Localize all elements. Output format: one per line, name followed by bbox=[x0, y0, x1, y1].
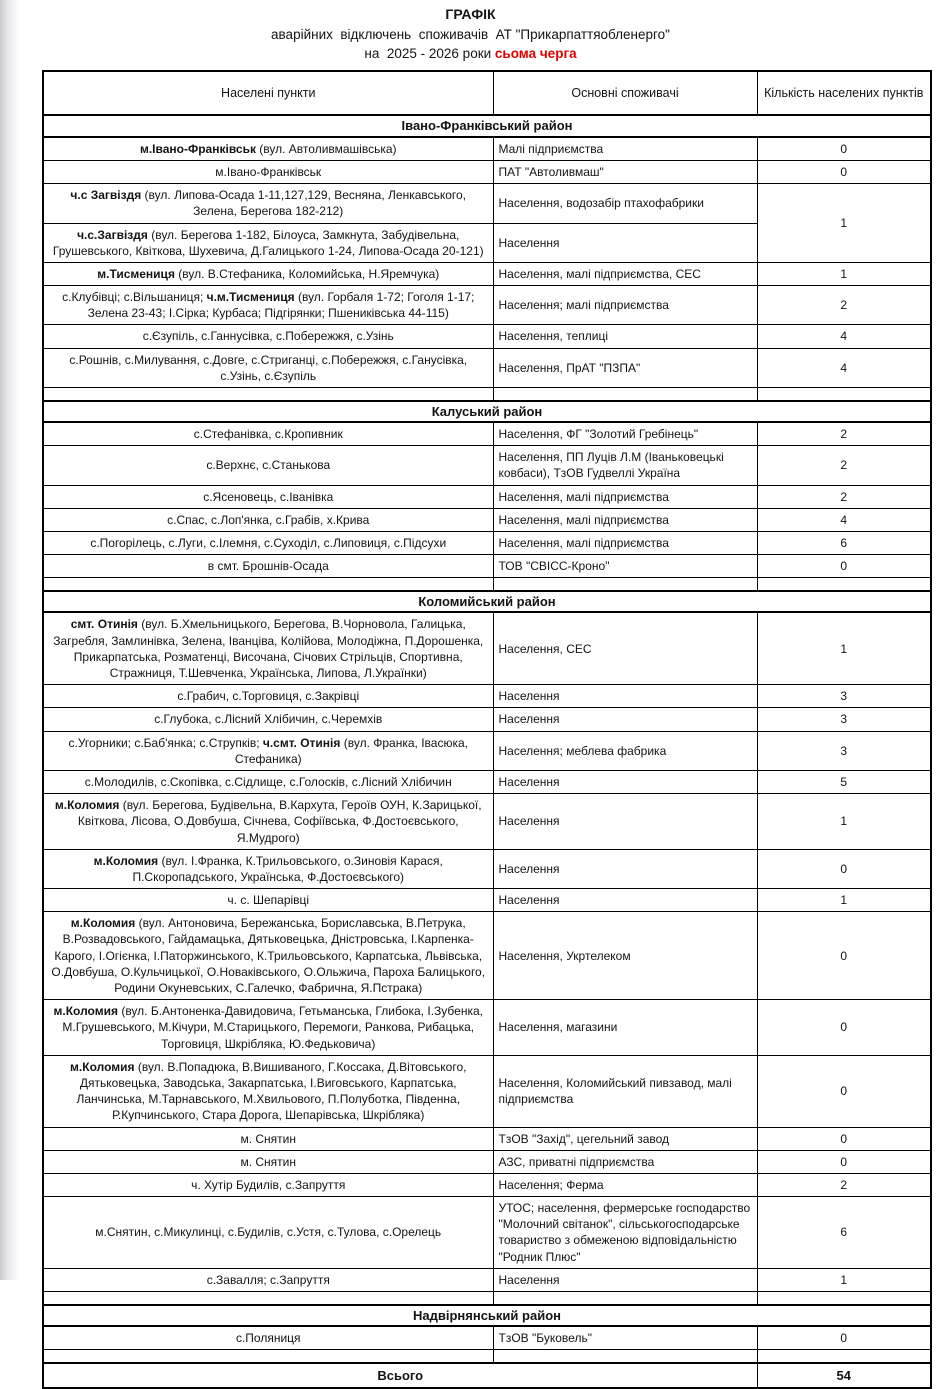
settlement-text-bold: ч.смт. Отинія bbox=[262, 735, 341, 750]
settlement-cell bbox=[43, 1055, 493, 1127]
page-title: ГРАФІК bbox=[445, 6, 496, 22]
settlement-cell bbox=[43, 770, 493, 793]
settlement-text-bold: м.Коломия bbox=[70, 1059, 135, 1074]
spacer-row bbox=[43, 1292, 931, 1305]
table-row bbox=[43, 184, 931, 223]
settlement-cell bbox=[43, 1000, 493, 1056]
consumers-cell: Населення bbox=[493, 770, 757, 793]
settlement-text: (вул. Горбаля 1-72; Гоголя 1-17; Зелена 23-43; І.Сірка; Курбаса; Підгірянки; Пшениківська 44-115) bbox=[87, 290, 475, 321]
table-row bbox=[43, 446, 931, 485]
settlement-text: (вул. В.Стефаника, Коломийська, Н.Яремчука) bbox=[174, 266, 440, 281]
count-cell: 4 bbox=[757, 508, 931, 531]
consumers-cell: АЗС, приватні підприємства bbox=[493, 1150, 757, 1173]
consumers-cell: Населення; меблева фабрика bbox=[493, 731, 757, 770]
count-cell: 6 bbox=[757, 532, 931, 555]
consumers-cell: Населення, малі підприємства bbox=[493, 508, 757, 531]
period-text: на 2025 - 2026 роки bbox=[364, 46, 495, 62]
settlement-text: (вул. Берегова, Будівельна, В.Кархута, Героїв ОУН, К.Зарицької, Квіткова, Лісова, О.Довбуша, Січнева, Софіївська, Ф.Достоєвського, Я.Мудрого) bbox=[77, 798, 482, 845]
settlement-text: м.Івано-Франківськ bbox=[215, 164, 322, 179]
count-cell: 0 bbox=[757, 1127, 931, 1150]
settlement-cell bbox=[43, 348, 493, 387]
consumers-cell: ПАТ "Автоливмаш" bbox=[493, 160, 757, 183]
section-header: Коломийський район bbox=[43, 591, 931, 613]
spacer-row bbox=[43, 578, 931, 591]
count-cell: 1 bbox=[757, 184, 931, 263]
settlement-text: (вул. Б.Хмельницького, Берегова, В.Чорновола, Галицька, Загребля, Замлинівка, Зелена, Іванціва, Колійова, Молодіжна, П.Дорошенка, Прикарпатська, Розматенці, Височана, Січових Стрільців, Спортивна, Стражниця, Т.Шевченка, Українська, Липова, Л.Українки) bbox=[53, 617, 484, 681]
count-cell: 1 bbox=[757, 794, 931, 850]
column-header-count: Кількість населених пунктів bbox=[757, 71, 931, 115]
settlement-text-bold: ч.с.Загвіздя bbox=[77, 227, 148, 242]
count-cell: 4 bbox=[757, 348, 931, 387]
table-row bbox=[43, 262, 931, 285]
settlement-text: в смт. Брошнів-Осада bbox=[207, 559, 329, 574]
consumers-cell: Населення bbox=[493, 889, 757, 912]
settlement-text-bold: смт. Отинія bbox=[70, 617, 138, 632]
section-row bbox=[43, 401, 931, 423]
consumers-cell: Населення, малі підприємства bbox=[493, 532, 757, 555]
count-cell: 4 bbox=[757, 325, 931, 348]
table-row bbox=[43, 1326, 931, 1350]
settlement-cell bbox=[43, 422, 493, 446]
settlement-cell bbox=[43, 508, 493, 531]
consumers-cell: Населення bbox=[493, 849, 757, 888]
count-cell: 2 bbox=[757, 1173, 931, 1196]
consumers-cell: Населення, малі підприємства, СЕС bbox=[493, 262, 757, 285]
settlement-cell bbox=[43, 1197, 493, 1269]
settlement-cell bbox=[43, 555, 493, 578]
table-row bbox=[43, 325, 931, 348]
count-cell: 2 bbox=[757, 422, 931, 446]
consumers-cell: Населення bbox=[493, 223, 757, 262]
settlement-text: (вул. Б.Антоненка-Давидовича, Гетьманська, Глибока, І.Зубенка, М.Грушевського, М.Кічури, М.Старицького, Перемоги, Ранкова, Рибацька, Торговиця, Шкрібляка, Ю.Федьковича) bbox=[62, 1004, 483, 1051]
table-row bbox=[43, 708, 931, 731]
settlement-text: с.Глубока, с.Лісний Хлібичин, с.Черемхів bbox=[154, 712, 383, 727]
settlement-cell bbox=[43, 708, 493, 731]
settlement-text-bold: ч.м.Тисмениця bbox=[206, 290, 295, 305]
table-row bbox=[43, 849, 931, 888]
spacer-row bbox=[43, 1350, 931, 1363]
page-period bbox=[0, 46, 941, 63]
count-cell: 0 bbox=[757, 160, 931, 183]
consumers-cell: Населення, Укртелеком bbox=[493, 912, 757, 1000]
settlement-text: (вул. Берегова 1-182, Білоуса, Замкнута, Забудівельна, Грушевського, Квіткова, Шухевича, Д.Галицького 1-24, Липова-Осада 20-121) bbox=[52, 227, 484, 258]
count-cell: 2 bbox=[757, 485, 931, 508]
settlement-text: с.Спас, с.Лоп'янка, с.Грабів, х.Крива bbox=[167, 512, 370, 527]
section-row bbox=[43, 1305, 931, 1327]
title-block bbox=[0, 0, 941, 63]
settlement-text: м. Снятин bbox=[240, 1154, 297, 1169]
count-cell: 1 bbox=[757, 612, 931, 684]
settlement-cell bbox=[43, 160, 493, 183]
table-row bbox=[43, 286, 931, 325]
consumers-cell: Населення bbox=[493, 794, 757, 850]
settlement-text-bold: м.Коломия bbox=[54, 798, 120, 813]
consumers-cell: Населення, водозабір птахофабрики bbox=[493, 184, 757, 223]
table-row bbox=[43, 1000, 931, 1056]
count-cell: 5 bbox=[757, 770, 931, 793]
count-cell: 3 bbox=[757, 685, 931, 708]
settlement-cell bbox=[43, 137, 493, 161]
settlement-text: с.Верхнє, с.Станькова bbox=[206, 458, 331, 473]
settlement-text-bold: м.Коломия bbox=[53, 1004, 118, 1019]
count-cell: 6 bbox=[757, 1197, 931, 1269]
settlement-text-bold: м.Тисмениця bbox=[97, 266, 175, 281]
count-cell: 1 bbox=[757, 1268, 931, 1291]
settlement-cell bbox=[43, 262, 493, 285]
section-header: Івано-Франківський район bbox=[43, 115, 931, 137]
settlement-cell bbox=[43, 794, 493, 850]
section-row bbox=[43, 115, 931, 137]
settlement-text-bold: м.Коломия bbox=[93, 853, 159, 868]
settlement-cell bbox=[43, 731, 493, 770]
consumers-cell: Населення, ПрАТ "ПЗПА" bbox=[493, 348, 757, 387]
settlement-cell bbox=[43, 685, 493, 708]
table-row bbox=[43, 1127, 931, 1150]
table-row bbox=[43, 794, 931, 850]
table-row bbox=[43, 422, 931, 446]
total-row bbox=[43, 1363, 931, 1389]
table-row bbox=[43, 160, 931, 183]
settlement-cell bbox=[43, 889, 493, 912]
table-row bbox=[43, 508, 931, 531]
table-row bbox=[43, 1150, 931, 1173]
table-row bbox=[43, 685, 931, 708]
consumers-cell: Населення bbox=[493, 685, 757, 708]
settlement-cell bbox=[43, 912, 493, 1000]
settlement-cell bbox=[43, 1127, 493, 1150]
settlement-cell bbox=[43, 532, 493, 555]
settlement-text: с.Молодилів, с.Скопівка, с.Сідлище, с.Голосків, с.Лісний Хлібичин bbox=[84, 774, 452, 789]
consumers-cell: Населення, ФГ "Золотий Гребінець" bbox=[493, 422, 757, 446]
settlement-text: с.Погорілець, с.Луги, с.Ілемня, с.Суходіл, с.Липовиця, с.Підсухи bbox=[90, 536, 447, 551]
table-row bbox=[43, 555, 931, 578]
count-cell: 0 bbox=[757, 555, 931, 578]
consumers-cell: ТзОВ "Захід", цегельний завод bbox=[493, 1127, 757, 1150]
settlement-text-bold: м.Івано-Франківськ bbox=[139, 141, 256, 156]
settlement-text: (вул. Франка, Івасюка, Стефаника) bbox=[234, 735, 468, 766]
count-cell: 0 bbox=[757, 1150, 931, 1173]
settlement-text: м.Снятин, с.Микулинці, с.Будилів, с.Устя, с.Тулова, с.Орелець bbox=[95, 1225, 442, 1240]
settlement-cell bbox=[43, 286, 493, 325]
table-row bbox=[43, 912, 931, 1000]
table-row bbox=[43, 532, 931, 555]
table-row bbox=[43, 770, 931, 793]
header-row bbox=[43, 71, 931, 115]
consumers-cell: Населення; малі підприємства bbox=[493, 286, 757, 325]
settlement-text: (вул. В.Попадюка, В.Вишиваного, Г.Коссака, Д.Вітовського, Дятьковецька, Заводська, Закарпатська, І.Виговського, Карпатська, Ланчинська, М.Тарнавського, М.Хвильового, П.Полуботка, Південна, Р.Купчинського, Стара Дорога, Шепарівська, Шкрібляка) bbox=[76, 1059, 467, 1123]
count-cell: 3 bbox=[757, 731, 931, 770]
count-cell: 0 bbox=[757, 1000, 931, 1056]
table-row bbox=[43, 1197, 931, 1269]
settlement-cell bbox=[43, 849, 493, 888]
count-cell: 0 bbox=[757, 1055, 931, 1127]
settlement-cell bbox=[43, 446, 493, 485]
settlement-cell bbox=[43, 1326, 493, 1350]
settlement-cell bbox=[43, 1150, 493, 1173]
settlement-cell bbox=[43, 612, 493, 684]
queue-highlight: сьома черга bbox=[494, 46, 577, 62]
settlement-text: (вул. Липова-Осада 1-11,127,129, Весняна, Ленкавського, Зелена, Берегова 182-212) bbox=[141, 188, 467, 219]
settlement-text-bold: ч.с Загвіздя bbox=[70, 188, 142, 203]
consumers-cell: УТОС; населення, фермерське господарство "Молочний світанок", сільськогосподарське товариство з обмеженою відповідальністю "Родник Плюс" bbox=[493, 1197, 757, 1269]
total-label: Всього bbox=[43, 1363, 757, 1389]
table-row bbox=[43, 137, 931, 161]
consumers-cell: Населення bbox=[493, 1268, 757, 1291]
count-cell: 1 bbox=[757, 889, 931, 912]
count-cell: 0 bbox=[757, 912, 931, 1000]
consumers-cell: Населення, малі підприємства bbox=[493, 485, 757, 508]
column-header-consumers: Основні споживачі bbox=[493, 71, 757, 115]
column-header-settlements: Населені пункти bbox=[43, 71, 493, 115]
table-row bbox=[43, 348, 931, 387]
settlement-text: (вул. Антоновича, Бережанська, Бориславська, В.Петрука, В.Розвадовського, Гайдамацька, Дятьковецька, Дністровська, І.Карпенка-Карого, І.Огієнка, І.Паторжинського, К.Трильовського, Карпатська, Львівська, О.Довбуша, О.Кульчицької, О.Новаківського, О.Ольжича, Пароха Балицького, Родини Окуневських, С.Галечко, Фабрична, Я.Пстрака) bbox=[51, 916, 486, 996]
consumers-cell: ТОВ "СВІСС-Кроно" bbox=[493, 555, 757, 578]
count-cell: 0 bbox=[757, 1326, 931, 1350]
total-value: 54 bbox=[757, 1363, 931, 1389]
settlement-text: (вул. Автоливмашівська) bbox=[255, 141, 397, 156]
settlement-text: с.Єзупіль, с.Ганнусівка, с.Побережжя, с.Узінь bbox=[142, 329, 394, 344]
settlement-text-bold: м.Коломия bbox=[70, 916, 136, 931]
settlement-text: с.Поляниця bbox=[235, 1331, 301, 1346]
settlement-text: ч. Хутір Будилів, с.Запруття bbox=[191, 1177, 346, 1192]
settlement-text: с.Клубівці; с.Вільшаниця; bbox=[62, 290, 207, 305]
count-cell: 0 bbox=[757, 137, 931, 161]
count-cell: 0 bbox=[757, 849, 931, 888]
settlement-text: ч. с. Шепарівці bbox=[227, 893, 310, 908]
page-subtitle: аварійних відключень споживачів АТ "Прикарпаттяобленерго" bbox=[271, 26, 670, 42]
table-row bbox=[43, 485, 931, 508]
consumers-cell: Населення, Коломийський пивзавод, малі підприємства bbox=[493, 1055, 757, 1127]
settlement-text: с.Стефанівка, с.Кропивник bbox=[193, 427, 343, 442]
table-row bbox=[43, 731, 931, 770]
consumers-cell: Населення, магазини bbox=[493, 1000, 757, 1056]
settlement-text: с.Рошнів, с.Милування, с.Довге, с.Стриганці, с.Побережжя, с.Ганусівка, с.Узінь, с.Єзупіль bbox=[69, 352, 468, 383]
page-edge-shadow bbox=[0, 0, 20, 1280]
settlement-cell bbox=[43, 223, 493, 262]
consumers-cell: ТзОВ "Буковель" bbox=[493, 1326, 757, 1350]
table-row bbox=[43, 612, 931, 684]
settlement-text: с.Ясеновець, с.Іванівка bbox=[203, 489, 334, 504]
section-header: Калуський район bbox=[43, 401, 931, 423]
settlement-text: с.Грабич, с.Торговиця, с.Закрівці bbox=[177, 689, 360, 704]
count-cell: 2 bbox=[757, 286, 931, 325]
settlement-cell bbox=[43, 1173, 493, 1196]
consumers-cell: Населення, теплиці bbox=[493, 325, 757, 348]
table-row bbox=[43, 1173, 931, 1196]
table-row bbox=[43, 1055, 931, 1127]
settlement-text: (вул. І.Франка, К.Трильовського, о.Зиновія Карася, П.Скоропадського, Українська, Ф.Достоєвського) bbox=[132, 853, 443, 884]
spacer-row bbox=[43, 388, 931, 401]
settlement-text: с.Завалля; с.Запруття bbox=[206, 1272, 330, 1287]
section-row bbox=[43, 591, 931, 613]
count-cell: 1 bbox=[757, 262, 931, 285]
consumers-cell: Населення; Ферма bbox=[493, 1173, 757, 1196]
settlement-cell bbox=[43, 325, 493, 348]
consumers-cell: Малі підприємства bbox=[493, 137, 757, 161]
settlement-cell bbox=[43, 485, 493, 508]
settlement-text: м. Снятин bbox=[240, 1131, 297, 1146]
consumers-cell: Населення, СЕС bbox=[493, 612, 757, 684]
consumers-cell: Населення bbox=[493, 708, 757, 731]
outage-schedule-table bbox=[42, 70, 932, 1389]
section-header: Надвірнянський район bbox=[43, 1305, 931, 1327]
settlement-cell bbox=[43, 184, 493, 223]
count-cell: 2 bbox=[757, 446, 931, 485]
settlement-text: с.Угорники; с.Баб'янка; с.Струпків; bbox=[68, 735, 263, 750]
consumers-cell: Населення, ПП Луців Л.М (Іваньковецькі ковбаси), ТзОВ Гудвеллі Україна bbox=[493, 446, 757, 485]
count-cell: 3 bbox=[757, 708, 931, 731]
table-row bbox=[43, 889, 931, 912]
